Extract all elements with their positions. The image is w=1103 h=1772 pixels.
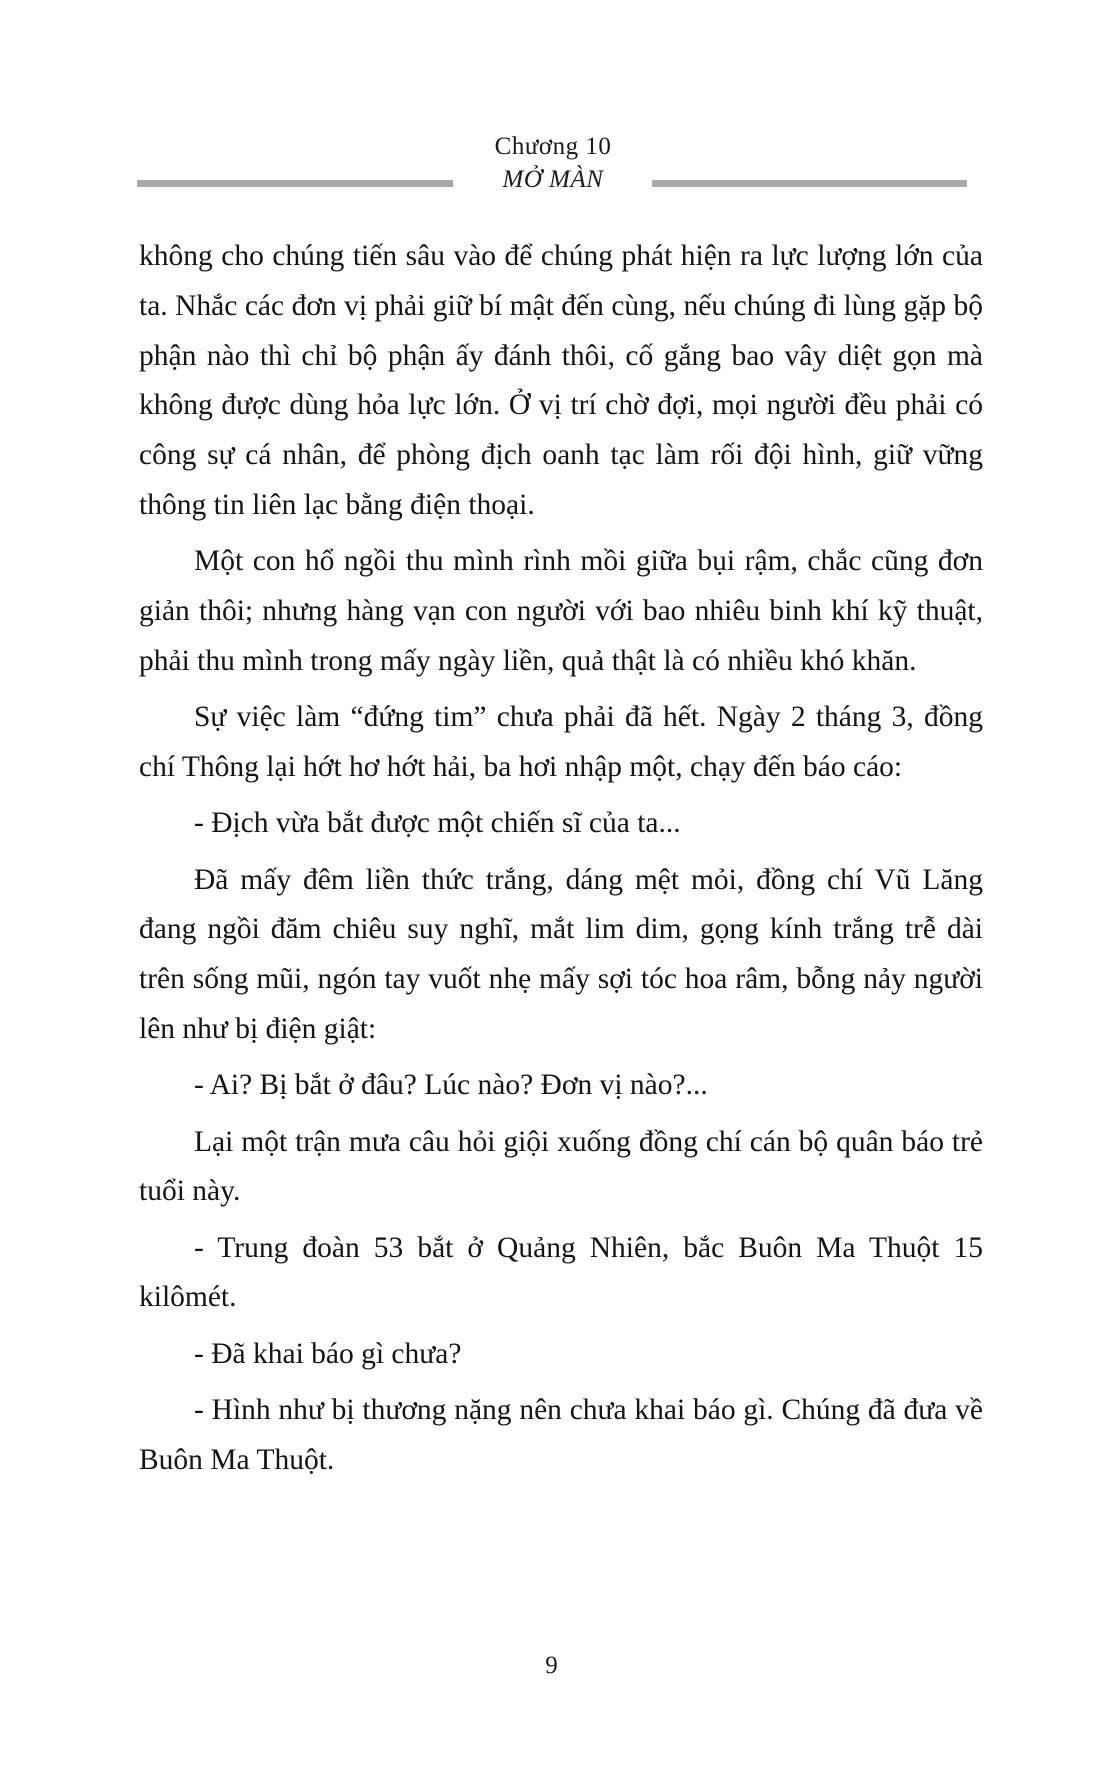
chapter-title: MỞ MÀN [502, 166, 604, 193]
header-rule-right [652, 180, 967, 187]
dialogue-line: - Hình như bị thương nặng nên chưa khai báo gì. Chúng đã đưa về Buôn Ma Thuột. [139, 1394, 983, 1476]
page-number: 9 [545, 1652, 558, 1679]
paragraph: không cho chúng tiến sâu vào để chúng phát hiện ra lực lượng lớn của ta. Nhắc các đơn vị phải giữ bí mật đến cùng, nếu chúng đi lùng gặp bộ phận nào thì chỉ bộ phận ấy đánh thôi, cố gắng bao vây diệt gọn mà không được dùng hỏa lực lớn. Ở vị trí chờ đợi, mọi người đều phải có công sự cá nhân, để phòng địch oanh tạc làm rối đội hình, giữ vững thông tin liên lạc bằng điện thoại. [139, 240, 983, 521]
paragraph: Một con hổ ngồi thu mình rình mồi giữa bụi rậm, chắc cũng đơn giản thôi; nhưng hàng vạn con người với bao nhiêu binh khí kỹ thuật, phải thu mình trong mấy ngày liền, quả thật là có nhiều khó khăn. [139, 545, 983, 677]
running-header [0, 0, 1103, 210]
dialogue-line: - Đã khai báo gì chưa? [194, 1337, 462, 1370]
dialogue-line: - Trung đoàn 53 bắt ở Quảng Nhiên, bắc Buôn Ma Thuột 15 kilômét. [139, 1231, 983, 1314]
paragraph: Đã mấy đêm liền thức trắng, dáng mệt mỏi, đồng chí Vũ Lăng đang ngồi đăm chiêu suy nghĩ, mắt lim dim, gọng kính trắng trễ dài trên sống mũi, ngón tay vuốt nhẹ mấy sợi tóc hoa râm, bỗng nảy người lên như bị điện giật: [139, 863, 983, 1045]
body-text [139, 232, 983, 1492]
chapter-number: Chương 10 [494, 133, 612, 160]
paragraph: Sự việc làm “đứng tim” chưa phải đã hết. Ngày 2 tháng 3, đồng chí Thông lại hớt hơ hớt hải, ba hơi nhập một, chạy đến báo cáo: [139, 701, 983, 783]
dialogue-line: - Địch vừa bắt được một chiến sĩ của ta... [194, 807, 681, 840]
paragraph: Lại một trận mưa câu hỏi giội xuống đồng chí cán bộ quân báo trẻ tuổi này. [139, 1125, 983, 1208]
dialogue-line: - Ai? Bị bắt ở đâu? Lúc nào? Đơn vị nào?... [194, 1069, 708, 1102]
